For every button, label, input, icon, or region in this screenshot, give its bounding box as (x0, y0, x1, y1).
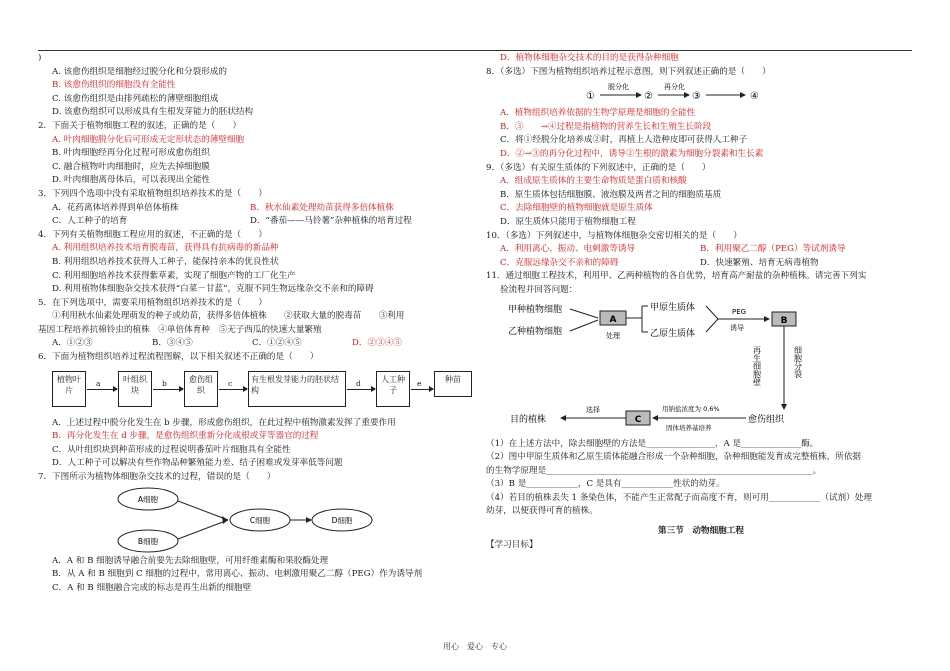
flow-box-seedling: 种苗 (434, 371, 472, 397)
q11-target-label: 目的植株 (510, 414, 547, 425)
q11-salt-label: 用钠盐浓度为 0.6% (662, 404, 720, 413)
flow-arrow-d (347, 389, 375, 390)
flow-box-embryoid: 有生根发芽能力的胚状结构 (248, 371, 346, 407)
cell-c-label: C细胞 (249, 515, 271, 525)
q10-stem: 10．（多选）下列叙述中，与植物体细胞杂交密切相关的是（ ） (486, 230, 742, 241)
q5-stem: 5．在下列选项中，需要采用植物组织培养技术的是（ ） (38, 297, 267, 308)
q11-merge-top (706, 306, 718, 319)
q4-stem: 4．下列有关植物细胞工程应用的叙述，不正确的是（ ） (38, 229, 267, 240)
q1-option-d: D. 该愈伤组织可以形成具有生根发芽能力的胚状结构 (52, 107, 254, 118)
flow-label-e: e (417, 378, 422, 388)
flow-arrow-a (87, 389, 117, 390)
q2-option-d: D. 叶肉细胞离母体后，可以表现出全能性 (52, 175, 211, 186)
q11-sub2-line2: 的生物学原理是______________________________________________________________。 (486, 465, 822, 476)
flow-label-d: d (356, 378, 361, 388)
q8-flow-svg (486, 79, 786, 107)
q3-row2 (38, 215, 468, 229)
q3-option-b: B．秋水仙素处理幼苗获得多倍体植株 (250, 202, 394, 213)
q8-flow (486, 79, 916, 107)
q8-node-1: ① (586, 91, 595, 103)
q8-arrow-2-head (684, 92, 690, 98)
q11-induce-label: 诱导 (730, 323, 744, 332)
q11-arrow-peg-head (764, 316, 770, 322)
q11-line-yi (570, 320, 598, 331)
q8-arrow-3-head (740, 92, 746, 98)
q6-option-d: D．人工种子可以解决有些作物品种繁殖能力差、结子困难或发芽率低等问题 (52, 458, 343, 469)
q9-option-a: A．组成原生质体的主要生命物质是蛋白质和核酸 (500, 176, 687, 187)
q10-row2 (486, 257, 916, 271)
q11-process-label: 处理 (606, 331, 620, 340)
q9-option-d: D．原生质体只能用于植物细胞工程 (500, 216, 636, 227)
flow-arrow-e (411, 389, 433, 390)
q3-option-c: C．人工种子的培育 (52, 216, 128, 227)
q4-option-b: B. 利用组织培养技术获得人工种子，能保持亲本的优良性状 (52, 256, 279, 267)
q2-option-b: B. 叶肉细胞经再分化过程可形成愈伤组织 (52, 148, 210, 159)
q7-option-c: C．A 和 B 细胞融合完成的标志是再生出新的细胞壁 (52, 582, 252, 593)
q4-option-d: D. 利用植物体细胞杂交技术获得“白菜－甘蓝”，克服不同生物远缘杂交不亲和的障碍 (52, 284, 374, 295)
q6-option-c: C．从叶组织块到种苗形成的过程说明番茄叶片细胞具有全能性 (52, 444, 291, 455)
left-column (38, 52, 468, 595)
q7-option-b: B．从 A 和 B 细胞到 C 细胞的过程中，常用离心、振动、电刺激用聚乙二醇（PEG）作为诱导剂 (52, 569, 423, 580)
flow-box-tissue: 叶组织块 (118, 371, 152, 407)
q10-option-c: C．克服远缘杂交不亲和的障碍 (500, 257, 619, 268)
q11-peg-label: PEG (732, 307, 747, 316)
q8-node-2: ② (644, 91, 653, 103)
q9-option-c: C．去除细胞壁的植物细胞就是原生质体 (500, 203, 653, 214)
q2-stem: 2．下面关于植物细胞工程的叙述，正确的是（ ） (38, 120, 242, 131)
q4-option-a: A. 利用组织培养技术培育脱毒苗，获得具有抗病毒的新品种 (52, 243, 279, 254)
q11-split-label: 细胞分裂 (793, 345, 803, 378)
q11-stem-line1: 11．通过细胞工程技术，利用甲、乙两种植物的各自优势，培育高产耐盐的杂种植株。请完善下列实 (486, 271, 867, 282)
q9-option-b: B．原生质体包括细胞膜、液泡膜及两者之间的细胞质基质 (500, 189, 722, 200)
q11-regen-label: 再生细胞壁 (752, 345, 762, 386)
q8-label-dedifferentiation: 脱分化 (608, 83, 629, 92)
q11-stem-line2: 验流程并回答问题： (500, 284, 578, 295)
arrow-a-to-c (178, 501, 228, 520)
q11-protoplast-yi: 乙原生质体 (650, 328, 696, 339)
q8-label-redifferentiation: 再分化 (664, 83, 685, 92)
section-title: 第三节 动物细胞工程 (658, 526, 744, 537)
q11-plant-yi: 乙种植物细胞 (508, 326, 563, 337)
q11-box-c-label: C (634, 414, 642, 425)
q11-arrow-salt-head (652, 415, 658, 421)
q10-option-a: A．利用离心、振动、电刺激等诱导 (500, 244, 636, 255)
q6-flowchart (52, 367, 468, 415)
flow-box-callus: 愈伤组织 (184, 371, 218, 407)
q2-option-c: C. 融合植物叶肉细胞时，应先去掉细胞膜 (52, 161, 210, 172)
q8-arrow-1-head (636, 92, 642, 98)
q5-option-d: D．②③④⑤ (352, 338, 402, 349)
q11-callus-label: 愈伤组织 (748, 414, 785, 425)
q11-solid-label: 固体培养基培养 (666, 423, 712, 432)
flow-label-c: c (228, 378, 233, 388)
page-footer: 用心 爱心 专心 (443, 642, 507, 651)
q8-option-a: A．植物组织培养依据的生物学原理是细胞的全能性 (500, 108, 696, 119)
q8-stem: 8．（多选）下图为植物组织培养过程示意图，则下列叙述正确的是（ ） (486, 66, 771, 77)
q7-stem: 7．下图所示为植物体细胞杂交技术的过程，错误的是（ ） (38, 472, 276, 483)
q11-svg (486, 298, 916, 438)
q1-tail: ) (38, 53, 42, 63)
q11-sub2-line1: （2）图中甲原生质体和乙原生质体能融合形成一个杂种细胞，杂种细胞能发育成完整植株，所依据 (486, 452, 862, 463)
q11-select-label: 选择 (586, 405, 600, 414)
q5-line1: ①利用秋水仙素处理萌发的种子或幼苗，获得多倍体植株 ②获取大量的脱毒苗 ③利用 (52, 311, 405, 322)
cell-a-label: A细胞 (137, 494, 159, 504)
q5-option-b: B．③④⑤ (152, 338, 193, 349)
q3-option-d: D．“番茄——马铃薯”杂种植株的培育过程 (250, 216, 412, 227)
q1-option-a: A. 该愈伤组织是细胞经过脱分化和分裂形成的 (52, 66, 227, 77)
q7-fusion-diagram (38, 485, 468, 555)
q8-option-d: D．②→③的再分化过程中，诱导②生根的激素为细胞分裂素和生长素 (500, 148, 764, 159)
q8-node-3: ③ (692, 91, 701, 103)
arrow-head-d (306, 517, 312, 523)
q1-option-b: B. 该愈伤组织的细胞没有全能性 (52, 80, 176, 91)
q11-merge-bottom (706, 319, 718, 332)
fusion-svg (38, 485, 418, 555)
q4-option-c: C. 利用细胞培养技术获得紫草素，实现了细胞产物的工厂化生产 (52, 270, 296, 281)
q11-sub4-line2: 幼芽，以便获得可育的植株。 (486, 506, 598, 517)
flow-label-b: b (162, 378, 167, 388)
q11-plant-jia: 甲种植物细胞 (508, 304, 563, 315)
q10-option-b: B．利用聚乙二醇（PEG）等试剂诱导 (700, 244, 846, 255)
flow-label-a: a (96, 378, 101, 388)
arrow-head-c (222, 516, 228, 524)
q5-options (38, 337, 468, 351)
q11-arrow-select-head (560, 415, 566, 421)
q11-arrow-down-head (781, 404, 787, 410)
right-column (486, 52, 916, 552)
q1-option-c: C. 该愈伤组织是由排列疏松的薄壁细胞组成 (52, 93, 219, 104)
q3-row1 (38, 202, 468, 216)
q11-box-b-label: B (780, 315, 788, 326)
q11-sub3: （3）B 是____________，C 是具有____________性状的幼芽。 (486, 479, 725, 490)
q6-option-a: A．上述过程中脱分化发生在 b 步骤，形成愈伤组织，在此过程中植物激素发挥了重要作用 (52, 417, 396, 428)
q11-process-diagram (486, 298, 916, 438)
q6-option-b: B．再分化发生在 d 步骤，是愈伤组织重新分化成根或芽等器官的过程 (52, 431, 319, 442)
flow-arrow-c (219, 389, 247, 390)
q9-stem: 9．（多选）有关原生质体的下列叙述中，正确的是（ ） (486, 162, 711, 173)
learning-goals-heading: 【学习目标】 (486, 539, 538, 550)
q5-option-c: C．①②④⑤ (252, 338, 302, 349)
q3-stem: 3．下列四个选项中没有采取植物组织培养技术的是（ ） (38, 188, 267, 199)
flow-box-leaf: 植物叶片 (52, 371, 86, 407)
q8-node-4: ④ (750, 91, 759, 103)
q6-stem: 6．下面为植物组织培养过程流程图解，以下相关叙述不正确的是（ ） (38, 352, 319, 363)
q11-box-a-label: A (609, 314, 617, 325)
q8-option-c: C．将①经脱分化培养成②时，再植上人造种皮即可获得人工种子 (500, 135, 748, 146)
q11-line-jia (570, 309, 598, 318)
q10-row1 (486, 243, 916, 257)
q7-option-a: A．A 和 B 细胞诱导融合前要先去除细胞壁，可用纤维素酶和果胶酶处理 (52, 555, 329, 566)
q2-option-a: A. 叶肉细胞脱分化后可形成无定形状态的薄壁细胞 (52, 134, 245, 145)
q11-protoplast-jia: 甲原生质体 (650, 302, 696, 313)
q7-option-d: D．植物体细胞杂交技术的目的是获得杂种细胞 (500, 53, 679, 63)
cell-d-label: D细胞 (331, 515, 353, 525)
q3-option-a: A．花药离体培养得到单倍体植株 (52, 202, 179, 213)
q8-option-b: B．③ →④过程是指植物的营养生长和生殖生长阶段 (500, 121, 712, 132)
q5-line2: 基因工程培养抗棉铃虫的植株 ④单倍体育种 ⑤无子西瓜的快速大量繁殖 (38, 324, 322, 335)
q11-sub1: （1）在上述方法中，除去细胞壁的方法是________________，A 是______________酶。 (486, 438, 819, 449)
q10-option-d: D．快速繁殖、培育无病毒植物 (700, 257, 819, 268)
top-rule (38, 50, 912, 51)
flow-arrow-b (153, 389, 183, 390)
q5-option-a: A．①②③ (52, 338, 93, 349)
cell-b-label: B细胞 (137, 536, 159, 546)
q11-sub4-line1: （4）若目的植株丢失 1 条染色体，不能产生正常配子而高度不育，则可用____________（试剂）处理 (486, 492, 872, 503)
arrow-b-to-c (178, 520, 228, 539)
flow-box-artificial-seed: 人工种子 (376, 371, 410, 407)
